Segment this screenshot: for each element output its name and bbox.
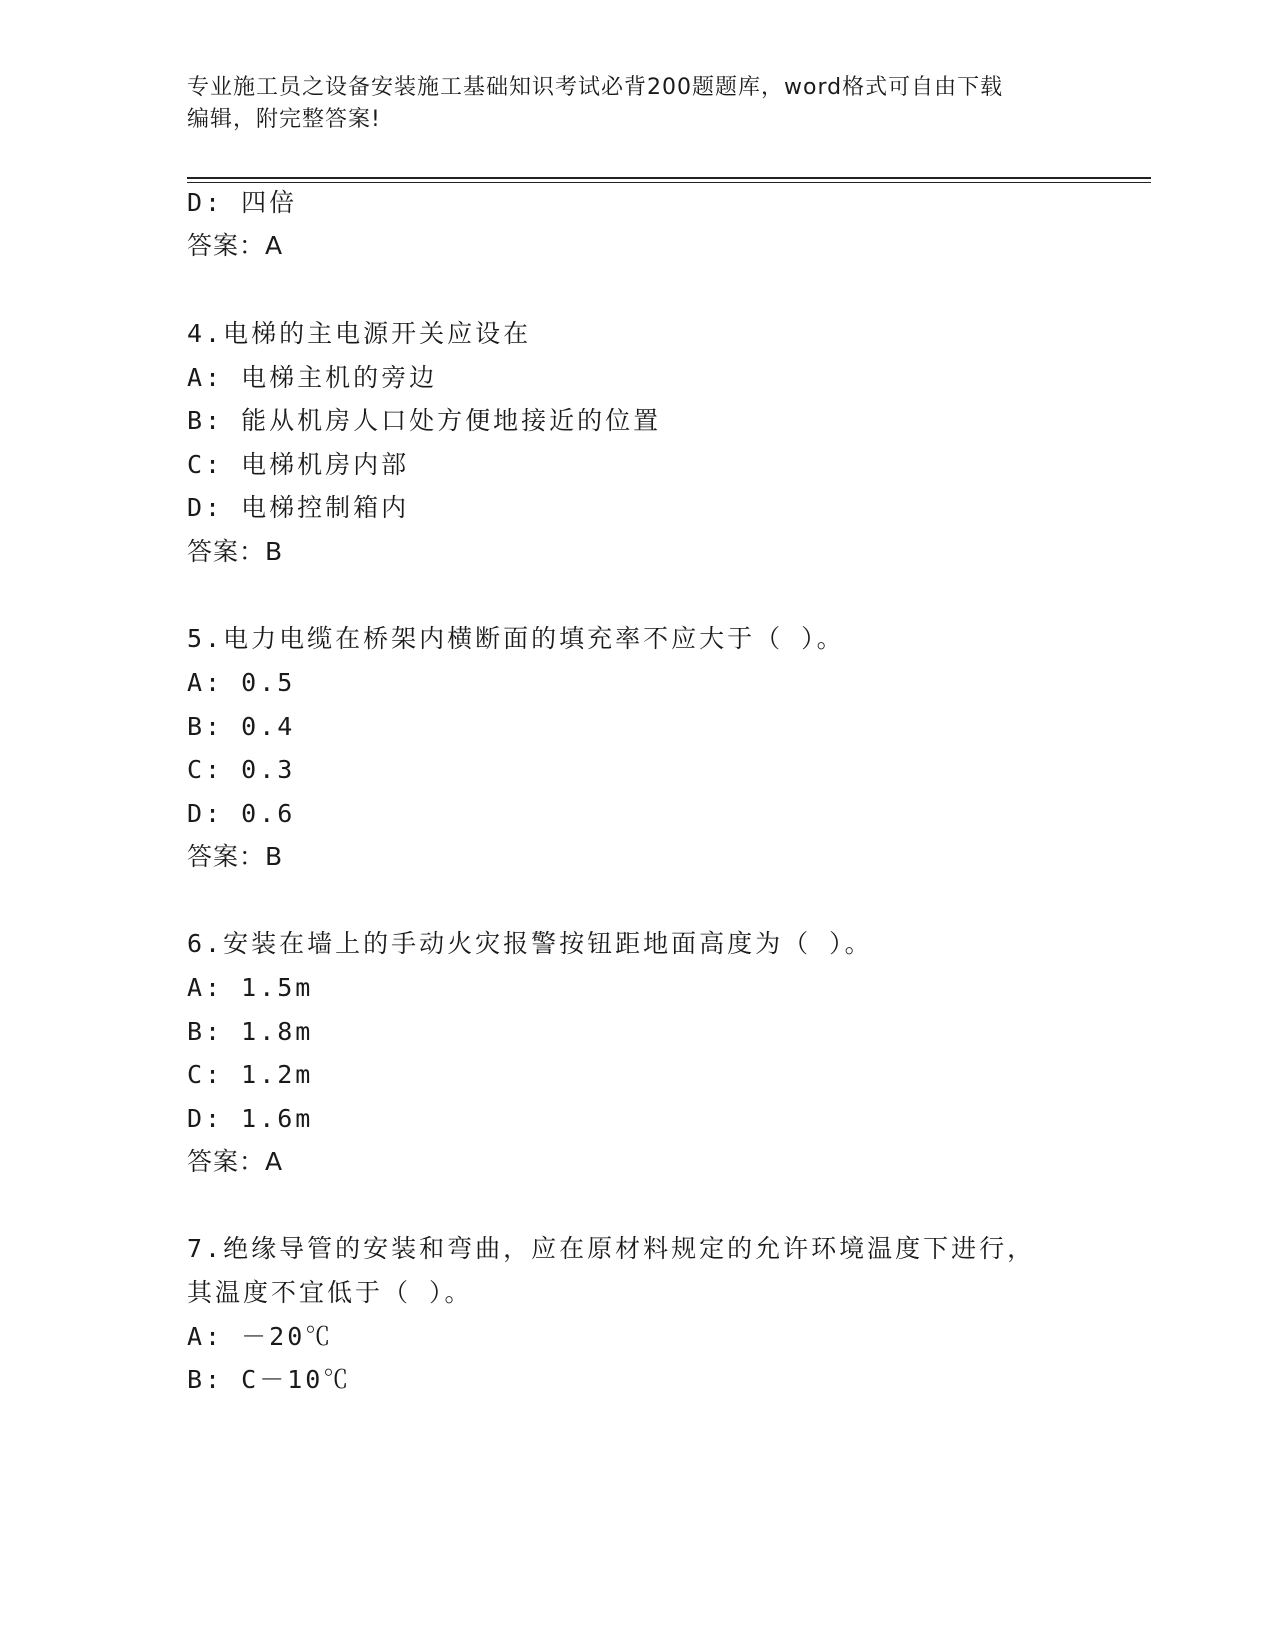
q6-option-b: B: 1.8m [187, 1017, 314, 1046]
q5-option-a: A: 0.5 [187, 668, 296, 697]
q5-option-d: D: 0.6 [187, 799, 296, 828]
q3-option-d: D: 四倍 [187, 188, 298, 217]
q4-option-d: D: 电梯控制箱内 [187, 493, 410, 522]
document-header [187, 72, 1067, 136]
header-line-2: 编辑，附完整答案! [187, 107, 381, 132]
q7-option-b: B: C－10℃ [187, 1365, 352, 1394]
q6-answer: 答案：A [187, 1147, 284, 1176]
q5-answer: 答案：B [187, 842, 284, 871]
q7-stem-line-1: 7.绝缘导管的安装和弯曲，应在原材料规定的允许环境温度下进行， [187, 1234, 1036, 1263]
q3-answer: 答案：A [187, 231, 284, 260]
q4-option-c: C: 电梯机房内部 [187, 450, 410, 479]
q6-option-a: A: 1.5m [187, 973, 314, 1002]
q4-answer: 答案：B [187, 537, 284, 566]
header-divider-thick [187, 177, 1151, 179]
q4-option-a: A: 电梯主机的旁边 [187, 363, 438, 392]
q6-option-c: C: 1.2m [187, 1060, 314, 1089]
q6-option-d: D: 1.6m [187, 1104, 314, 1133]
q7-option-a: A: －20℃ [187, 1322, 334, 1351]
q5-option-c: C: 0.3 [187, 755, 296, 784]
q6-stem: 6.安装在墙上的手动火灾报警按钮距地面高度为（ ）。 [187, 929, 873, 958]
q4-option-b: B: 能从机房人口处方便地接近的位置 [187, 406, 662, 435]
header-line-1: 专业施工员之设备安装施工基础知识考试必背200题题库，word格式可自由下载 [187, 75, 1004, 100]
header-divider-thin [187, 182, 1151, 183]
q4-stem: 4.电梯的主电源开关应设在 [187, 319, 532, 348]
q7-stem-line-2: 其温度不宜低于（ ）。 [187, 1278, 473, 1307]
q5-option-b: B: 0.4 [187, 712, 296, 741]
q5-stem: 5.电力电缆在桥架内横断面的填充率不应大于（ ）。 [187, 624, 845, 653]
